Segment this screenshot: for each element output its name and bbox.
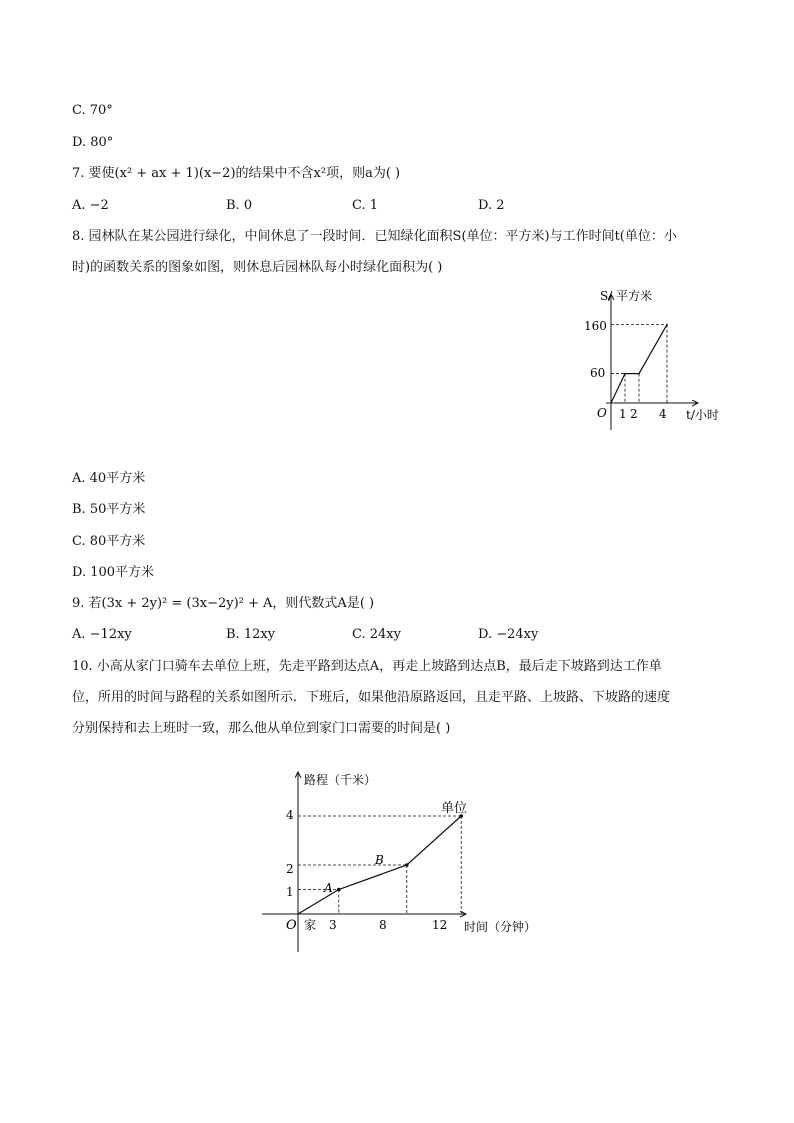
q10-x-tick-12: 12: [432, 918, 448, 932]
q8-data-point: [624, 373, 626, 375]
q8-x-label: t/小时: [686, 408, 719, 422]
q9-option-d: D. −24xy: [478, 627, 539, 642]
q8-option-c: C. 80平方米: [72, 534, 146, 549]
q7-option-a: A. −2: [72, 198, 109, 213]
q10-x-tick-3: 3: [329, 918, 337, 932]
q6-option-c: C. 70°: [72, 103, 113, 118]
q8-option-a: A. 40平方米: [72, 471, 146, 486]
q7-option-b: B. 0: [226, 198, 253, 213]
q10-stem-line3: 分别保持和去上班时一致，那么他从单位到家门口需要的时间是( ): [72, 721, 451, 736]
q8-x-tick-1: 1: [619, 407, 627, 421]
q10-stem-line1: 10. 小高从家门口骑车去单位上班，先走平路到达点A，再走上坡路到达点B，最后走下坡路到达工作单: [72, 659, 662, 674]
q8-stem-line2: 时)的函数关系的图象如图，则休息后园林队每小时绿化面积为( ): [72, 260, 443, 275]
q8-x-tick-2: 2: [630, 407, 638, 421]
q10-data-point: [405, 863, 409, 867]
q7-stem: 7. 要使(x² + ax + 1)(x−2)的结果中不含x²项，则a为( ): [72, 166, 401, 181]
q7-option-c: C. 1: [352, 198, 379, 213]
q8-y-tick-60: 60: [590, 366, 606, 380]
q10-end-label: 单位: [441, 801, 468, 816]
q10-y-tick-2: 2: [286, 862, 294, 876]
q8-stem-line1: 8. 园林队在某公园进行绿化，中间休息了一段时间．已知绿化面积S(单位：平方米)与工作时间t(单位：小: [72, 229, 677, 244]
q8-data-point: [666, 324, 668, 326]
q10-point-a-label: A: [324, 881, 333, 895]
q10-x-tick-8: 8: [379, 918, 387, 932]
q10-y-tick-1: 1: [286, 885, 294, 899]
q10-home-label: 家: [304, 918, 317, 932]
q10-point-b-label: B: [375, 853, 384, 867]
q10-y-label: 路程（千米）: [304, 773, 377, 787]
q8-y-tick-160: 160: [584, 319, 607, 333]
q8-x-tick-4: 4: [659, 407, 667, 421]
q10-y-tick-4: 4: [286, 808, 294, 822]
q9-option-c: C. 24xy: [352, 627, 401, 642]
q9-option-b: B. 12xy: [226, 627, 276, 642]
q9-stem: 9. 若(3x + 2y)² = (3x−2y)² + A，则代数式A是( ): [72, 596, 375, 611]
q8-option-b: B. 50平方米: [72, 502, 146, 517]
q10-graph: [258, 766, 548, 958]
q9-option-a: A. −12xy: [72, 627, 132, 642]
q10-data-point: [337, 888, 341, 892]
q10-stem-line2: 位，所用的时间与路程的关系如图所示．下班后，如果他沿原路返回，且走平路、上坡路、下坡路的速度: [72, 690, 671, 705]
q8-graph: [580, 284, 730, 434]
q6-option-d: D. 80°: [72, 135, 114, 150]
q7-option-d: D. 2: [478, 198, 505, 213]
q8-option-d: D. 100平方米: [72, 565, 155, 580]
q10-origin: O: [286, 918, 297, 933]
q8-y-label: S/ 平方米: [600, 289, 653, 303]
q10-x-label: 时间（分钟）: [464, 920, 537, 934]
q8-data-point: [638, 373, 640, 375]
q8-origin: O: [597, 406, 607, 420]
